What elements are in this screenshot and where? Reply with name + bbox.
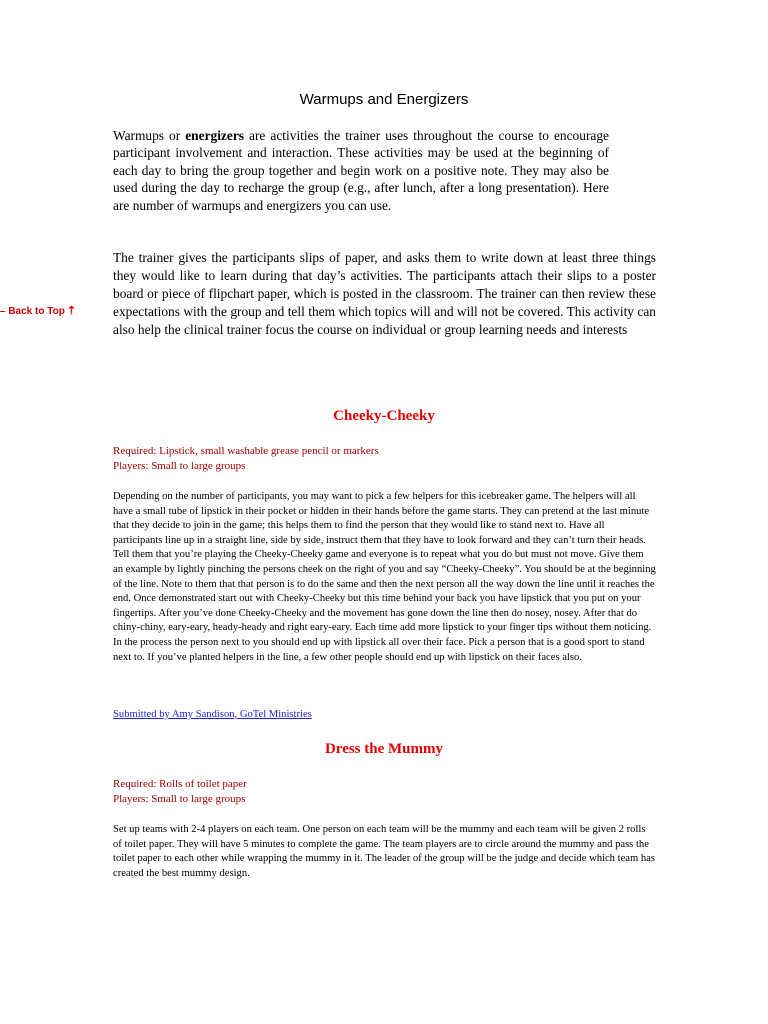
page-title: Warmups and Energizers <box>299 91 469 108</box>
back-to-top-link[interactable] <box>0 304 76 317</box>
intro-bold-term: energizers <box>185 128 244 143</box>
intro-rest: are activities the trainer uses throughout the course to encourage participant involvement and interaction. These activities may be used at the beginning of each day to bring the group together and begin work on a positive note. They may also be used during the day to recharge the group (e.g., after lunch, after a long presentation). Here are number of warmups and energizers you can use. <box>113 128 609 213</box>
mummy-required: Required: Rolls of toilet paper <box>113 778 247 790</box>
cheeky-required: Required: Lipstick, small washable grease pencil or markers <box>113 445 379 457</box>
up-arrow-icon: ⇡ <box>66 305 77 317</box>
cheeky-description: Depending on the number of participants, you may want to pick a few helpers for this icebreaker game. The helpers will all have a small tube of lipstick in their pocket or hidden in their hands before the game starts. They can pretend at the last minute that they decide to join in the game; this helps them to find the person that they would like to stand next to. Have all participants line up in a straight line, side by side, instruct them that they have to look forward and they can’t turn their heads. Tell them that you’re playing the Cheeky-Cheeky game and everyone is to repeat what you do but must not move. Give them an example by lightly pinching the persons cheek on the right of you and say “Cheeky-Cheeky”. You should be at the beginning of the line. Note to them that that person is to do the same and then the next person all the way down the line until it reaches the end. Once demonstrated start out with Cheeky-Cheeky but this time behind your back you have lipstick that you put on your fingertips. After you’ve done Cheeky-Cheeky and the movement has gone down the line then do nosey, nosey. After that do chiny-chiny, eary-eary, heady-heady and right eary-eary. Each time add more lipstick to your finger tips without them noticing. In the process the person next to you should end up with lipstick all over their face. Pick a person that is a good sport to stand next to. If you’ve planted helpers in the line, a few other people should end up with lipstick on their faces also. <box>113 491 656 663</box>
trainer-paragraph: The trainer gives the participants slips of paper, and asks them to write down at least three things they would like to learn during that day’s activities. The participants attach their slips to a poster board or piece of flipchart paper, which is posted in the classroom. The trainer can then review these expectations with the group and tell them which topics will and will not be covered. This activity can also help the clinical trainer focus the course on individual or group learning needs and interests <box>113 250 656 337</box>
mummy-description: Set up teams with 2-4 players on each team. One person on each team will be the mummy and each team will be given 2 rolls of toilet paper. They will have 5 minutes to complete the game. The team players are to circle around the mummy and pass the toilet paper to each other while wrapping the mummy in it. The leader of the group will be the judge and decide which team has created the best mummy design. <box>113 824 655 879</box>
cheeky-credit-link[interactable]: Submitted by Amy Sandison, GoTel Ministries <box>113 709 312 720</box>
intro-lead: Warmups or <box>113 128 186 143</box>
section-title-dress-the-mummy: Dress the Mummy <box>324 741 444 757</box>
mummy-players: Players: Small to large groups <box>113 793 246 805</box>
back-to-top-label: – Back to Top <box>0 306 65 317</box>
section-title-cheeky-cheeky: Cheeky-Cheeky <box>333 408 435 424</box>
cheeky-players: Players: Small to large groups <box>113 460 246 472</box>
intro-paragraph <box>113 127 609 214</box>
